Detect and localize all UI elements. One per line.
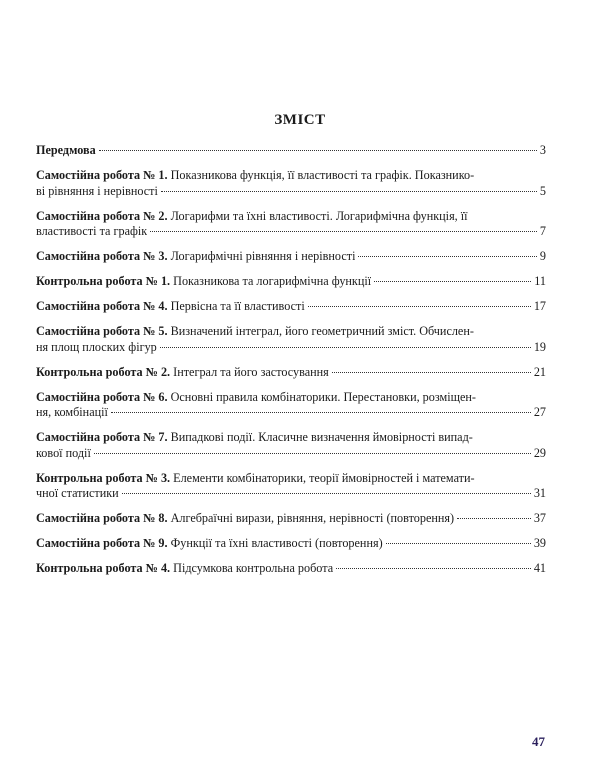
dot-leader: [122, 493, 531, 494]
toc-entry-page[interactable]: 29: [533, 445, 546, 460]
dot-leader: [358, 256, 536, 257]
toc-entry-text: Елементи комбінаторики, теорії ймовірностей і математи-: [173, 470, 475, 485]
toc-entry-text: Алгебраїчні вирази, рівняння, нерівності (повторення): [170, 511, 455, 525]
toc-entry-text: ня, комбінації: [36, 405, 108, 419]
toc-entry-page[interactable]: 11: [534, 274, 546, 288]
toc-entry: [36, 249, 546, 265]
toc-entry-text: Функції та їхні властивості (повторення): [170, 536, 383, 550]
toc-entry-text: Логарифми та їхні властивості. Логарифмічна функція, її: [170, 208, 468, 223]
toc-entry-label: Самостійна робота № 2.: [36, 208, 168, 223]
toc-entry-label: Самостійна робота № 6.: [36, 389, 168, 404]
page-title: ЗМІСТ: [274, 112, 326, 128]
toc-entry-text: Визначений інтеграл, його геометричний зміст. Обчислен-: [170, 324, 474, 338]
toc-entry-text: ві рівняння і нерівності: [36, 183, 158, 198]
toc-entry-text: Логарифмічні рівняння і нерівності: [170, 249, 356, 263]
toc-entry-page[interactable]: 41: [533, 561, 546, 575]
toc-entry: [36, 430, 546, 461]
toc-entry-text: чної статистики: [36, 486, 119, 500]
toc-entry: [36, 561, 546, 577]
toc-entry: [36, 299, 546, 315]
table-of-contents: [36, 143, 546, 586]
toc-entry-page[interactable]: 17: [533, 299, 546, 313]
toc-entry-page[interactable]: 7: [539, 224, 546, 238]
dot-leader: [336, 568, 531, 569]
toc-entry: [36, 143, 546, 159]
toc-entry-text: Підсумкова контрольна робота: [173, 561, 334, 575]
toc-entry-label: Самостійна робота № 9.: [36, 536, 168, 550]
toc-entry-label: Самостійна робота № 3.: [36, 249, 168, 263]
toc-entry: [36, 274, 546, 290]
toc-entry-text: властивості та графік: [36, 224, 148, 238]
dot-leader: [94, 453, 531, 454]
dot-leader: [160, 347, 531, 348]
toc-entry-label: Самостійна робота № 8.: [36, 511, 168, 525]
toc-entry: [36, 471, 546, 502]
dot-leader: [99, 150, 537, 151]
toc-entry-page[interactable]: 27: [533, 405, 546, 419]
toc-entry-text: Показникова функція, її властивості та графік. Показнико-: [170, 168, 475, 182]
dot-leader: [308, 306, 531, 307]
toc-entry-text: Випадкові події. Класичне визначення ймовірності випад-: [170, 430, 473, 444]
dot-leader: [332, 372, 531, 373]
toc-entry-page[interactable]: 3: [539, 143, 546, 157]
toc-entry-text: Основні правила комбінаторики. Перестановки, розміщен-: [170, 389, 476, 404]
toc-entry-text: Інтеграл та його застосування: [173, 364, 329, 379]
toc-entry-label: Самостійна робота № 7.: [36, 430, 168, 444]
page-number: 47: [532, 734, 545, 749]
toc-entry: [36, 365, 546, 381]
toc-entry-text: Показникова та логарифмічна функції: [173, 274, 372, 288]
toc-entry: [36, 324, 546, 355]
toc-entry-page[interactable]: 9: [539, 249, 546, 263]
dot-leader: [161, 191, 537, 192]
toc-entry-page[interactable]: 19: [533, 339, 546, 354]
dot-leader: [374, 281, 531, 282]
toc-entry-page[interactable]: 39: [533, 536, 546, 550]
toc-entry-text: Первісна та її властивості: [170, 299, 305, 313]
toc-entry: [36, 511, 546, 527]
dot-leader: [457, 518, 531, 519]
toc-entry-page[interactable]: 37: [533, 511, 546, 525]
toc-entry-label: Самостійна робота № 1.: [36, 168, 168, 182]
toc-entry-label: Контрольна робота № 4.: [36, 561, 171, 575]
toc-entry-label: Передмова: [36, 143, 96, 157]
toc-entry-text: ня площ плоских фігур: [36, 339, 157, 354]
toc-entry-label: Контрольна робота № 1.: [36, 274, 171, 288]
toc-entry-label: Контрольна робота № 3.: [36, 470, 171, 485]
toc-entry-text: кової події: [36, 445, 91, 460]
toc-entry: [36, 390, 546, 421]
toc-entry: [36, 209, 546, 240]
dot-leader: [150, 231, 537, 232]
toc-entry-page[interactable]: 21: [533, 364, 546, 379]
toc-entry-label: Контрольна робота № 2.: [36, 364, 171, 379]
toc-entry: [36, 536, 546, 552]
toc-entry-page[interactable]: 31: [533, 486, 546, 500]
toc-entry-page[interactable]: 5: [539, 183, 546, 198]
toc-entry-label: Самостійна робота № 4.: [36, 299, 168, 313]
dot-leader: [111, 412, 531, 413]
toc-entry-label: Самостійна робота № 5.: [36, 324, 168, 338]
dot-leader: [386, 543, 531, 544]
toc-entry: [36, 168, 546, 199]
